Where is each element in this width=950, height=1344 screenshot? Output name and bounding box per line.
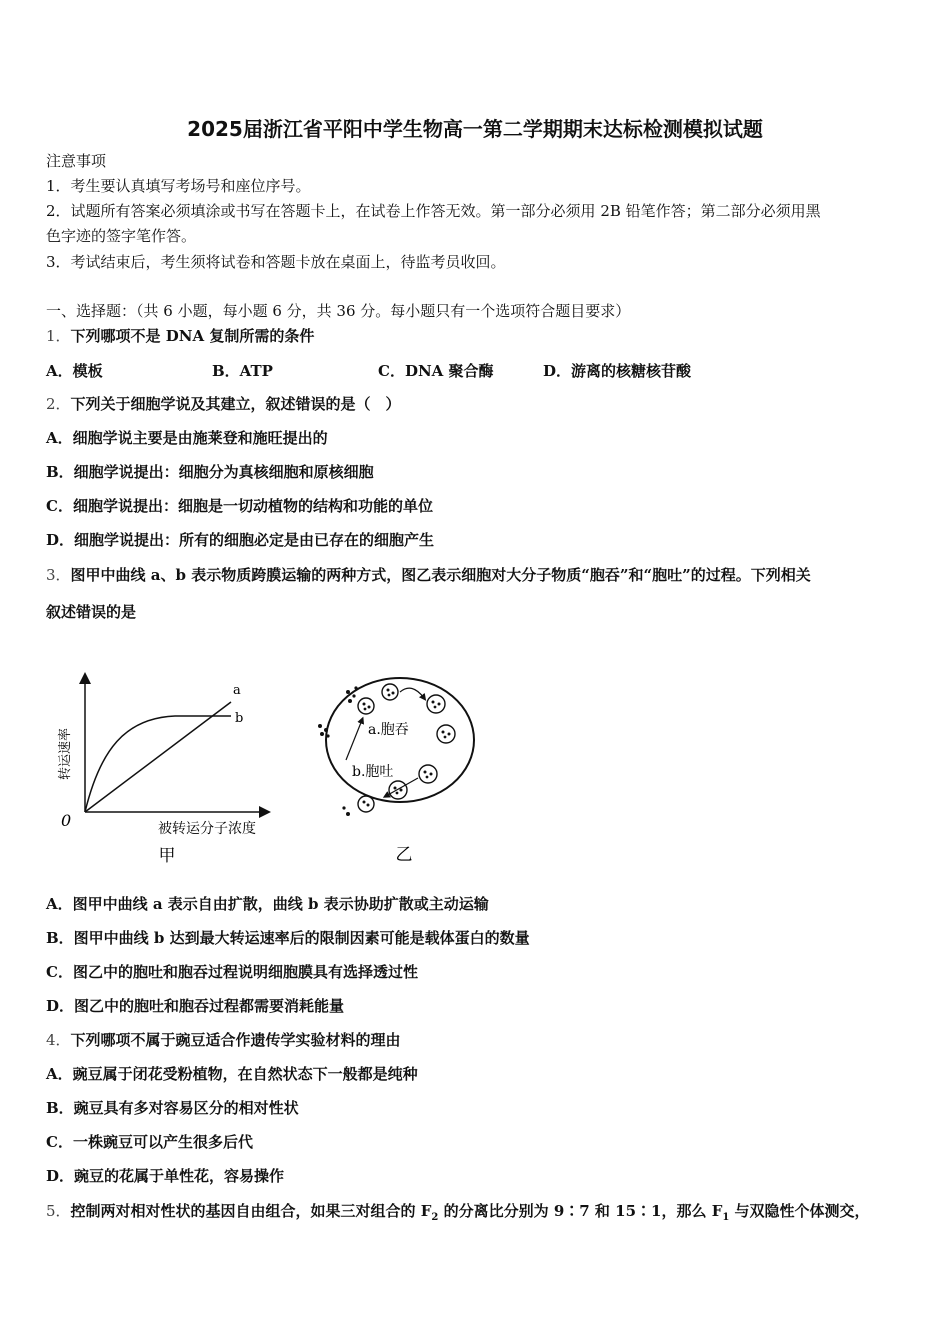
subscript: 1 <box>722 1212 730 1223</box>
q4-option-d: D．豌豆的花属于单性花，容易操作 <box>46 1167 285 1185</box>
exocytosis-arrow <box>386 778 418 796</box>
question-text: 下列哪项不是 DNA 复制所需的条件 <box>70 327 315 345</box>
q4-option-b: B．豌豆具有多对容易区分的相对性状 <box>46 1099 299 1117</box>
q4-option-c: C．一株豌豆可以产生很多后代 <box>46 1133 253 1151</box>
vesicle <box>358 698 374 714</box>
question-text: 下列哪项不属于豌豆适合作遗传学实验材料的理由 <box>70 1031 401 1049</box>
question-number: 5． <box>46 1202 71 1220</box>
subscript: 2 <box>431 1212 439 1223</box>
section-heading: 一、选择题：（共 6 小题，每小题 6 分，共 36 分。每小题只有一个选项符合题目要求） <box>46 302 631 320</box>
figure-endo-exocytosis <box>308 668 483 868</box>
q1-option-d: D．游离的核糖核苷酸 <box>543 362 692 380</box>
q3-option-b: B．图甲中曲线 b 达到最大转运速率后的限制因素可能是载体蛋白的数量 <box>46 929 530 947</box>
q1-option-a: A．模板 <box>46 362 103 380</box>
q2-option-b: B．细胞学说提出：细胞分为真核细胞和原核细胞 <box>46 463 374 481</box>
figure-transport-rate <box>55 670 285 870</box>
q1-option-c: C．DNA 聚合酶 <box>378 362 494 380</box>
question-number: 1． <box>46 327 71 345</box>
vesicle <box>437 725 455 743</box>
y-axis-label: 转运速率 <box>58 727 73 781</box>
figure-a-caption: 甲 <box>158 846 176 866</box>
q3-option-d: D．图乙中的胞吐和胞吞过程都需要消耗能量 <box>46 997 345 1015</box>
notice-item-2-cont: 色字迹的签字笔作答。 <box>46 227 197 245</box>
question-2 <box>46 394 401 414</box>
q2-option-c: C．细胞学说提出：细胞是一切动植物的结构和功能的单位 <box>46 497 433 515</box>
origin-label: 0 <box>61 811 72 830</box>
endocytosis-label: a.胞吞 <box>368 722 409 738</box>
question-number: 3． <box>46 566 71 584</box>
transport-arrow <box>400 688 424 698</box>
q1-option-b: B．ATP <box>212 362 273 380</box>
question-text-part3: 与双隐性个体测交， <box>729 1202 870 1220</box>
x-axis-label: 被转运分子浓度 <box>158 821 256 837</box>
q2-option-a: A．细胞学说主要是由施莱登和施旺提出的 <box>46 429 328 447</box>
endocytosis-arrow <box>346 720 362 760</box>
question-text-part2: 的分离比分别为 9∶7 和 15∶1，那么 F <box>438 1202 723 1220</box>
curve-b-line <box>85 716 231 812</box>
question-3-cont: 叙述错误的是 <box>46 603 137 621</box>
question-5 <box>46 1201 870 1228</box>
question-1 <box>46 326 314 346</box>
question-text: 下列关于细胞学说及其建立，叙述错误的是（ ） <box>70 395 401 413</box>
question-text: 图甲中曲线 a、b 表示物质跨膜运输的两种方式，图乙表示细胞对大分子物质“胞吞”和“胞吐”的过程。下列相关 <box>70 566 811 584</box>
vesicle <box>419 765 437 783</box>
q4-option-a: A．豌豆属于闭花受粉植物，在自然状态下一般都是纯种 <box>46 1065 418 1083</box>
curve-a-label: a <box>233 683 241 698</box>
notice-item-2: 2．试题所有答案必须填涂或书写在答题卡上，在试卷上作答无效。第一部分必须用 2B 铅笔作答；第二部分必须用黑 <box>46 202 821 220</box>
vesicle <box>427 695 445 713</box>
q2-option-d: D．细胞学说提出：所有的细胞必定是由已存在的细胞产生 <box>46 531 435 549</box>
page-title: 2025届浙江省平阳中学生物高一第二学期期末达标检测模拟试题 <box>187 117 763 141</box>
vesicle <box>389 781 407 799</box>
question-number: 4． <box>46 1031 71 1049</box>
figure-b-caption: 乙 <box>395 845 413 865</box>
notice-item-1: 1．考生要认真填写考场号和座位序号。 <box>46 177 311 195</box>
question-4 <box>46 1030 401 1050</box>
exocytosis-label: b.胞吐 <box>352 764 394 780</box>
q3-option-a: A．图甲中曲线 a 表示自由扩散，曲线 b 表示协助扩散或主动运输 <box>46 895 489 913</box>
vesicle <box>382 684 398 700</box>
q3-option-c: C．图乙中的胞吐和胞吞过程说明细胞膜具有选择透过性 <box>46 963 418 981</box>
notice-heading: 注意事项 <box>46 152 107 170</box>
question-text-part1: 控制两对相对性状的基因自由组合，如果三对组合的 F <box>70 1202 432 1220</box>
question-number: 2． <box>46 395 71 413</box>
vesicle <box>358 796 374 812</box>
notice-item-3: 3．考试结束后，考生须将试卷和答题卡放在桌面上，待监考员收回。 <box>46 253 506 271</box>
curve-b-label: b <box>235 711 244 726</box>
question-3 <box>46 565 811 585</box>
